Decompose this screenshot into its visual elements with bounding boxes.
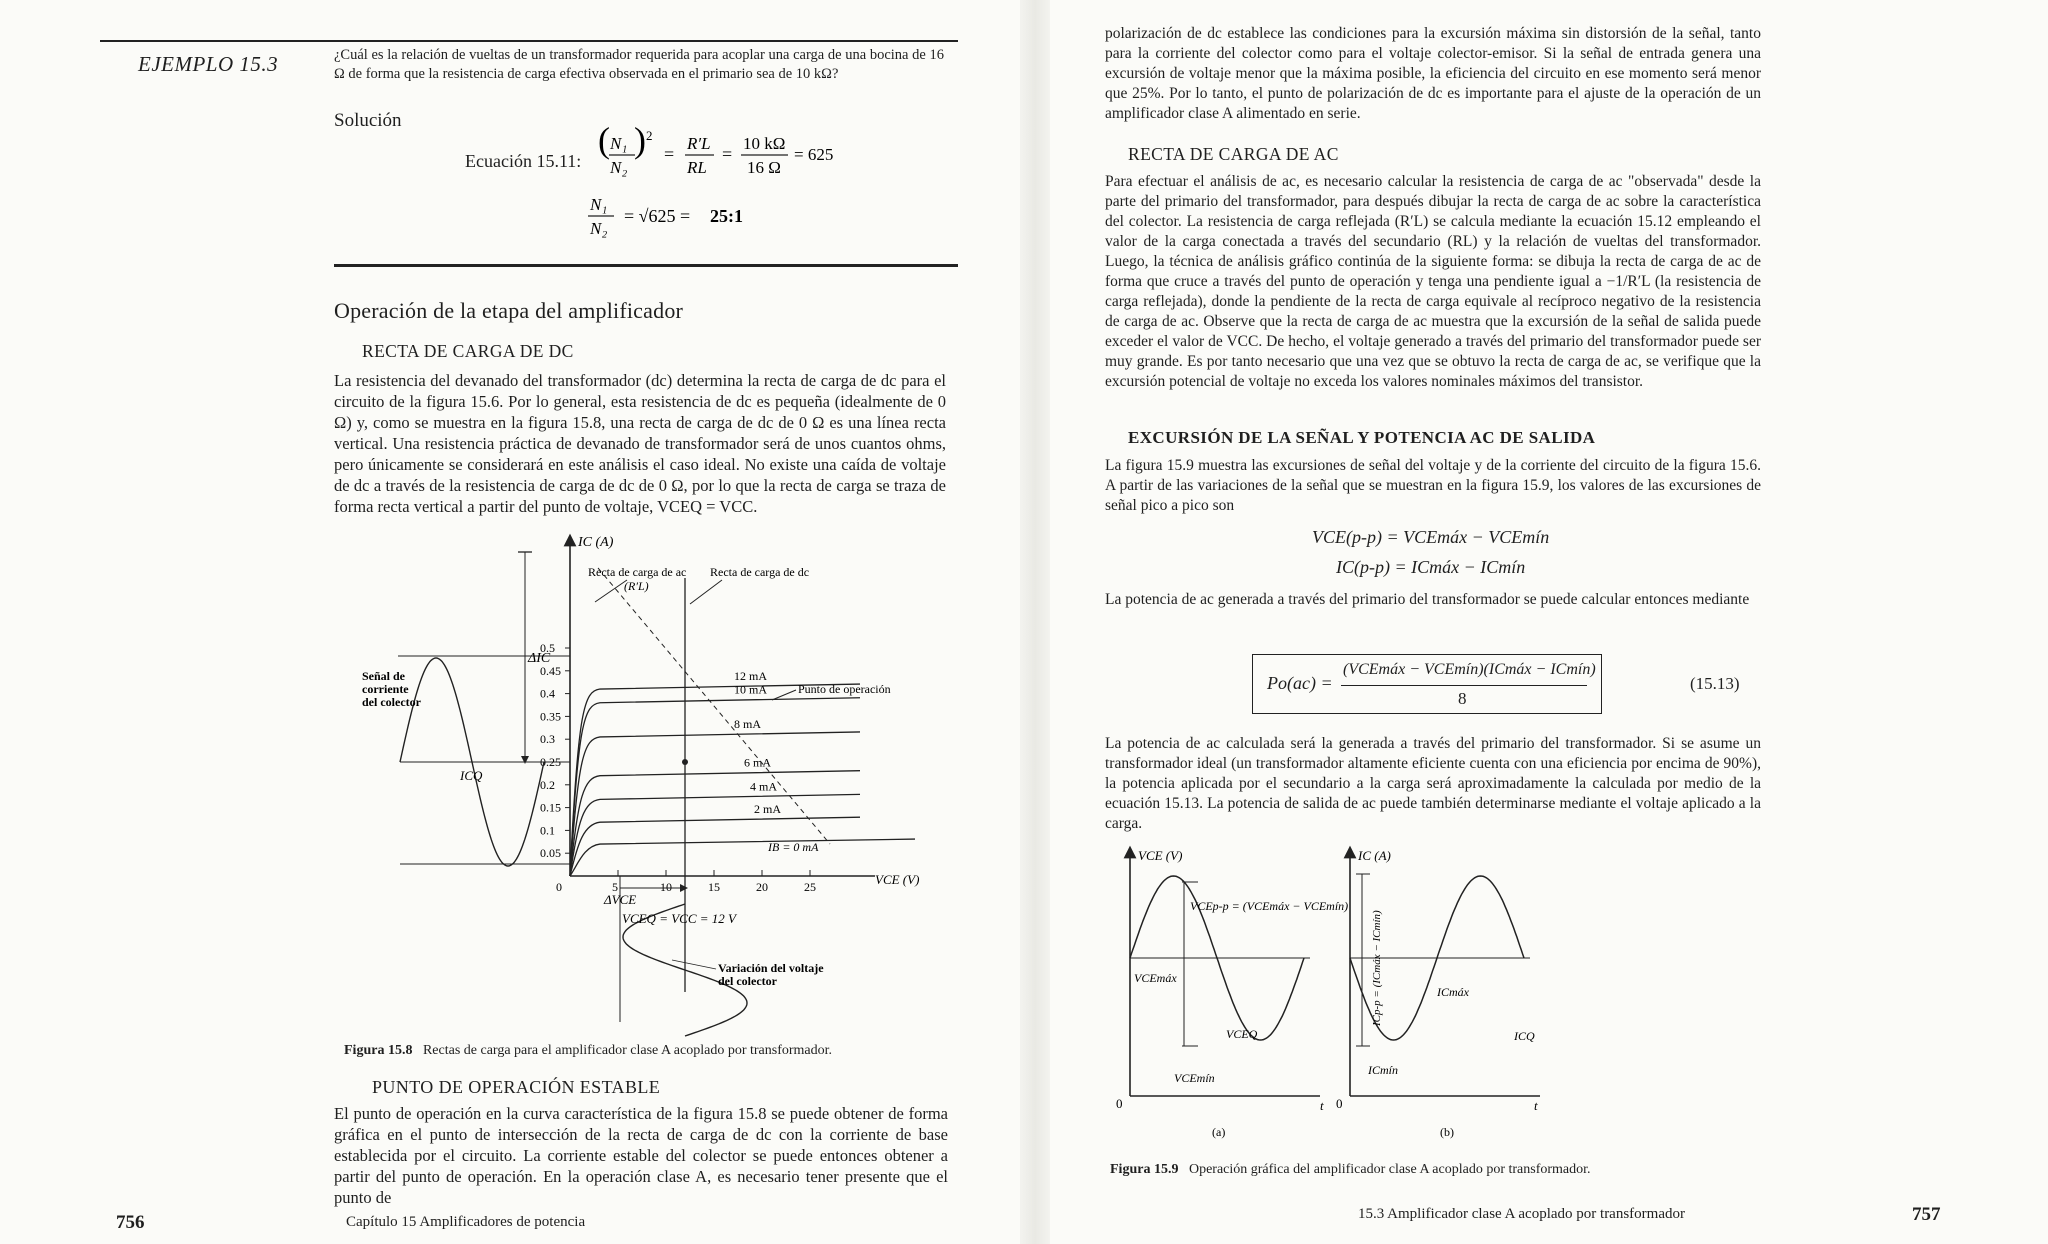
fig9b-t-label: t (1534, 1098, 1538, 1113)
paragraph-ac-power: La potencia de ac generada a través del primario del transformador se puede calcular entonces mediante (1105, 591, 1750, 608)
y-tick-label: 0.5 (540, 641, 555, 655)
paragraph-polarization: polarización de dc establece las condiciones para la excursión máxima sin distorsión de la señal, tanto para la corriente del colector como para el voltaje colector-emisor. Si la señal de entrada genera una excursión de voltaje menor que la máxima posible, la eficiencia del circuito en ese momento será menor que 25%. Por lo tanto, el punto de polarización de dc es importante para el ajuste de la operación de un amplificador clase A alimentado en serie. (1105, 25, 1761, 122)
fig9b-y-label: IC (A) (1358, 848, 1391, 863)
po-numerator: (VCEmáx − VCEmín)(ICmáx − ICmín) (1343, 661, 1596, 678)
figure-15-8 (362, 532, 930, 1032)
ib-curve-label: 12 mA (734, 669, 767, 684)
y-ticks (540, 641, 570, 860)
x-tick-label: 15 (708, 880, 720, 894)
x-tick-label: 5 (612, 880, 618, 894)
vceq-label: VCEQ = VCC = 12 V (622, 911, 736, 926)
eq1-10k: 10 kΩ (743, 134, 786, 153)
eq2-sqrt: = √625 = (624, 206, 691, 226)
ib-curve-label: IB = 0 mA (768, 840, 819, 855)
fig9b-origin: 0 (1336, 1096, 1343, 1111)
svg-text:): ) (634, 120, 646, 160)
figure-15-9b (1336, 848, 1540, 1139)
svg-text:=: = (722, 144, 733, 164)
x-tick-label: 25 (804, 880, 816, 894)
equation-number: (15.13) (1690, 674, 1740, 693)
paragraph-ac-power-secondary: La potencia de ac calculada será la generada a través del primario del transformador. Si se asume un transformador ideal (un transformador altamente eficiente cuenta con una eficiencia por encima de 90%), la potencia aplicada por el secundario a la carga será aproximadamente la calculada por medio de la ecuación 15.13. La potencia de salida de ac puede también determinarse mediante el voltaje aplicado a la carga. (1105, 735, 1761, 832)
ib-curve (570, 732, 860, 876)
figure-15-9-caption-text: Operación gráfica del amplificador clase A acoplado por transformador. (1188, 1162, 1591, 1177)
ib-curve (570, 794, 860, 876)
ib-curve (570, 771, 860, 876)
po-lhs: Po(ac) = (1267, 673, 1333, 693)
y-tick-label: 0.2 (540, 777, 555, 792)
solution-label: Solución (334, 110, 402, 131)
fig9a-sub: (a) (1212, 1125, 1226, 1139)
x-tick-label: 10 (660, 880, 672, 894)
fig9a-y-label: VCE (V) (1138, 848, 1183, 863)
fig9a-vq-label: VCEQ (1226, 1027, 1258, 1041)
y-axis-label: IC (A) (578, 535, 614, 550)
x-axis-label: VCE (V) (875, 872, 920, 887)
fig9b-ipp-label: ICp-p = (ICmáx − ICmín) (1371, 910, 1383, 1026)
ib-curve (570, 839, 915, 876)
eq1-rl-prime: R′L (687, 134, 711, 153)
fig9b-sub: (b) (1440, 1125, 1454, 1139)
example-end-rule (334, 264, 958, 267)
eq1-n1: N₁ (610, 134, 628, 153)
equation-vce-pp: VCE(p-p) = VCEmáx − VCEmín (1312, 527, 1550, 547)
figure-15-9-caption (1110, 1162, 1591, 1178)
eq2-result: 25:1 (710, 206, 743, 226)
right-page (1040, 0, 2048, 1244)
y-tick-label: 0.45 (540, 663, 561, 678)
figure-15-8-caption-label: Figura 15.8 (344, 1043, 413, 1058)
figure-15-9-caption-label: Figura 15.9 (1110, 1162, 1179, 1177)
svg-text:=: = (664, 144, 675, 164)
page-number-left: 756 (116, 1212, 145, 1233)
subsection-stable-operating-point: PUNTO DE OPERACIÓN ESTABLE (372, 1077, 661, 1097)
characteristic-curves (570, 669, 915, 876)
section-title: Operación de la etapa del amplificador (334, 298, 684, 323)
signal-label: Señal de corriente del colector (362, 669, 421, 709)
delta-ic-label: ΔIC (528, 651, 551, 666)
page-number-right: 757 (1912, 1204, 1941, 1225)
eq1-rl: RL (687, 158, 707, 177)
fig9b-imin-label: ICmín (1368, 1063, 1398, 1077)
subsection-ac-load-line: RECTA DE CARGA DE AC (1128, 144, 1339, 164)
ib-curve-label: 8 mA (734, 716, 761, 731)
svg-text:(: ( (598, 120, 610, 160)
y-tick-label: 0.25 (540, 755, 561, 769)
ib-curve-label: 10 mA (734, 682, 767, 697)
ib-curve-label: 4 mA (750, 779, 777, 794)
fig9a-origin: 0 (1116, 1096, 1123, 1111)
x-ticks (556, 870, 816, 894)
icq-label: ICQ (460, 768, 483, 783)
x-tick-label: 20 (756, 880, 768, 894)
eq1-16: 16 Ω (747, 158, 781, 177)
fig9a-vmin-label: VCEmín (1174, 1071, 1215, 1085)
po-fraction-bar (1341, 685, 1587, 686)
subsection-dc-load-line: RECTA DE CARGA DE DC (362, 341, 574, 361)
fig9a-t-label: t (1320, 1098, 1324, 1113)
ib-curve-label: 2 mA (754, 802, 781, 817)
fig9a-vmax-label: VCEmáx (1134, 971, 1177, 985)
paragraph-ac-load-line: Para efectuar el análisis de ac, es necesario calcular la resistencia de carga de ac "observada" desde la parte del primario del transformador, para después dibujar la recta de carga de ac sobre la característica del colector. La resistencia de carga reflejada (R′L) se calcula mediante la ecuación 15.12 empleando el valor de la carga conectada a través del secundario (RL) y la relación de vueltas del transformador. Luego, la técnica de análisis gráfico continúa de la siguiente forma: se dibuja la recta de carga de ac de forma que cruce a través del punto de operación y tenga una pendiente igual a −1/R′L (la resistencia de carga reflejada), donde la pendiente de la recta de carga equivale al recíproco negativo de la resistencia de carga de ac. Observe que la recta de carga de ac muestra que la excursión de la señal de salida puede exceder el valor de VCC. De hecho, el voltaje generado a través del primario del transformador puede ser muy grande. Es por tanto necesario que una vez que se obtuvo la recta de carga de ac, se verifique que la excursión potencial de voltaje no exceda los valores nominales máximos del transistor. (1105, 173, 1761, 390)
delta-vce-label: ΔVCE (604, 892, 637, 907)
fig9b-iq-label: ICQ (1514, 1029, 1535, 1043)
subsection-signal-swing: EXCURSIÓN DE LA SEÑAL Y POTENCIA AC DE SALIDA (1128, 428, 1596, 447)
eq-ref: Ecuación 15.11: (465, 151, 582, 171)
y-tick-label: 0.35 (540, 709, 561, 724)
eq2-n2: N₂ (590, 219, 608, 238)
ac-line-label: Recta de carga de ac (588, 565, 687, 579)
example-label: EJEMPLO 15.3 (138, 52, 279, 76)
dc-line-label: Recta de carga de dc (710, 565, 810, 579)
turns-ratio-equation (590, 120, 834, 257)
example-question: ¿Cuál es la relación de vueltas de un transformador requerida para acoplar una carga de una bocina de 16 Ω de forma que la resistencia de carga efectiva observada en el primario sea de 10 kΩ? (334, 47, 944, 82)
ib-curve-label: 6 mA (744, 755, 771, 770)
voltage-variation-label: Variación del voltaje del colector (718, 961, 824, 988)
figure-15-9a (1116, 848, 1348, 1139)
figure-15-9 (1100, 846, 1780, 1156)
equation-ic-pp: IC(p-p) = ICmáx − ICmín (1336, 557, 1526, 577)
eq2-n1: N₁ (590, 195, 608, 214)
po-denominator: 8 (1458, 689, 1467, 708)
fig9b-imax-label: ICmáx (1437, 985, 1469, 999)
y-tick-label: 0.4 (540, 686, 555, 701)
fig9a-vpp-label: VCEp-p = (VCEmáx − VCEmín) (1190, 899, 1349, 913)
op-point-label: Punto de operación (798, 682, 891, 696)
figure-15-8-caption-text: Rectas de carga para el amplificador clase A acoplado por transformador. (422, 1043, 833, 1058)
y-tick-label: 0.15 (540, 800, 561, 815)
footer-right: 15.3 Amplificador clase A acoplado por transformador (1358, 1206, 1685, 1222)
paragraph-signal-swing: La figura 15.9 muestra las excursiones de señal del voltaje y de la corriente del circuito de la figura 15.6. A partir de las variaciones de la señal que se muestran en la figura 15.9, los valores de las excursiones de señal pico a pico son (1105, 457, 1761, 514)
ac-line-sub: (R′L) (624, 579, 649, 593)
top-rule (100, 40, 958, 42)
eq1-n2: N₂ (610, 158, 628, 177)
y-tick-label: 0.1 (540, 823, 555, 838)
paragraph-stable-operating-point: El punto de operación en la curva característica de la figura 15.8 se puede obtener de forma gráfica en el punto de intersección de la recta de carga de dc con la corriente de base establecida por el circuito. La corriente estable del colector se puede entonces obtener a partir del punto de operación. En la operación clase A, es necesario tener presente que el punto de (334, 1104, 948, 1207)
paragraph-dc-load-line: La resistencia del devanado del transformador (dc) determina la recta de carga de dc para el circuito de la figura 15.6. Por lo general, esta resistencia de dc es pequeña (idealmente de 0 Ω) y, como se muestra en la figura 15.8, una recta de carga de dc de 0 Ω es una línea recta vertical. Una resistencia práctica de devanado de transformador será de unos cuantos ohms, pero únicamente se considerará en este análisis el caso ideal. No existe una caída de voltaje de dc a través de la resistencia de carga de dc de 0 Ω, por lo que la recta de carga se traza de forma recta vertical a partir del punto de voltaje, VCEQ = VCC. (334, 371, 946, 516)
svg-text:2: 2 (646, 128, 653, 143)
x-tick-label: 0 (556, 880, 562, 894)
footer-left: Capítulo 15 Amplificadores de potencia (346, 1214, 586, 1230)
equation-15-13-box (1252, 654, 1602, 714)
q-point (682, 759, 688, 765)
y-tick-label: 0.05 (540, 846, 561, 861)
ac-load-line (598, 568, 830, 844)
eq1-result: = 625 (794, 145, 834, 164)
y-tick-label: 0.3 (540, 732, 555, 747)
figure-15-8-caption (344, 1043, 832, 1059)
